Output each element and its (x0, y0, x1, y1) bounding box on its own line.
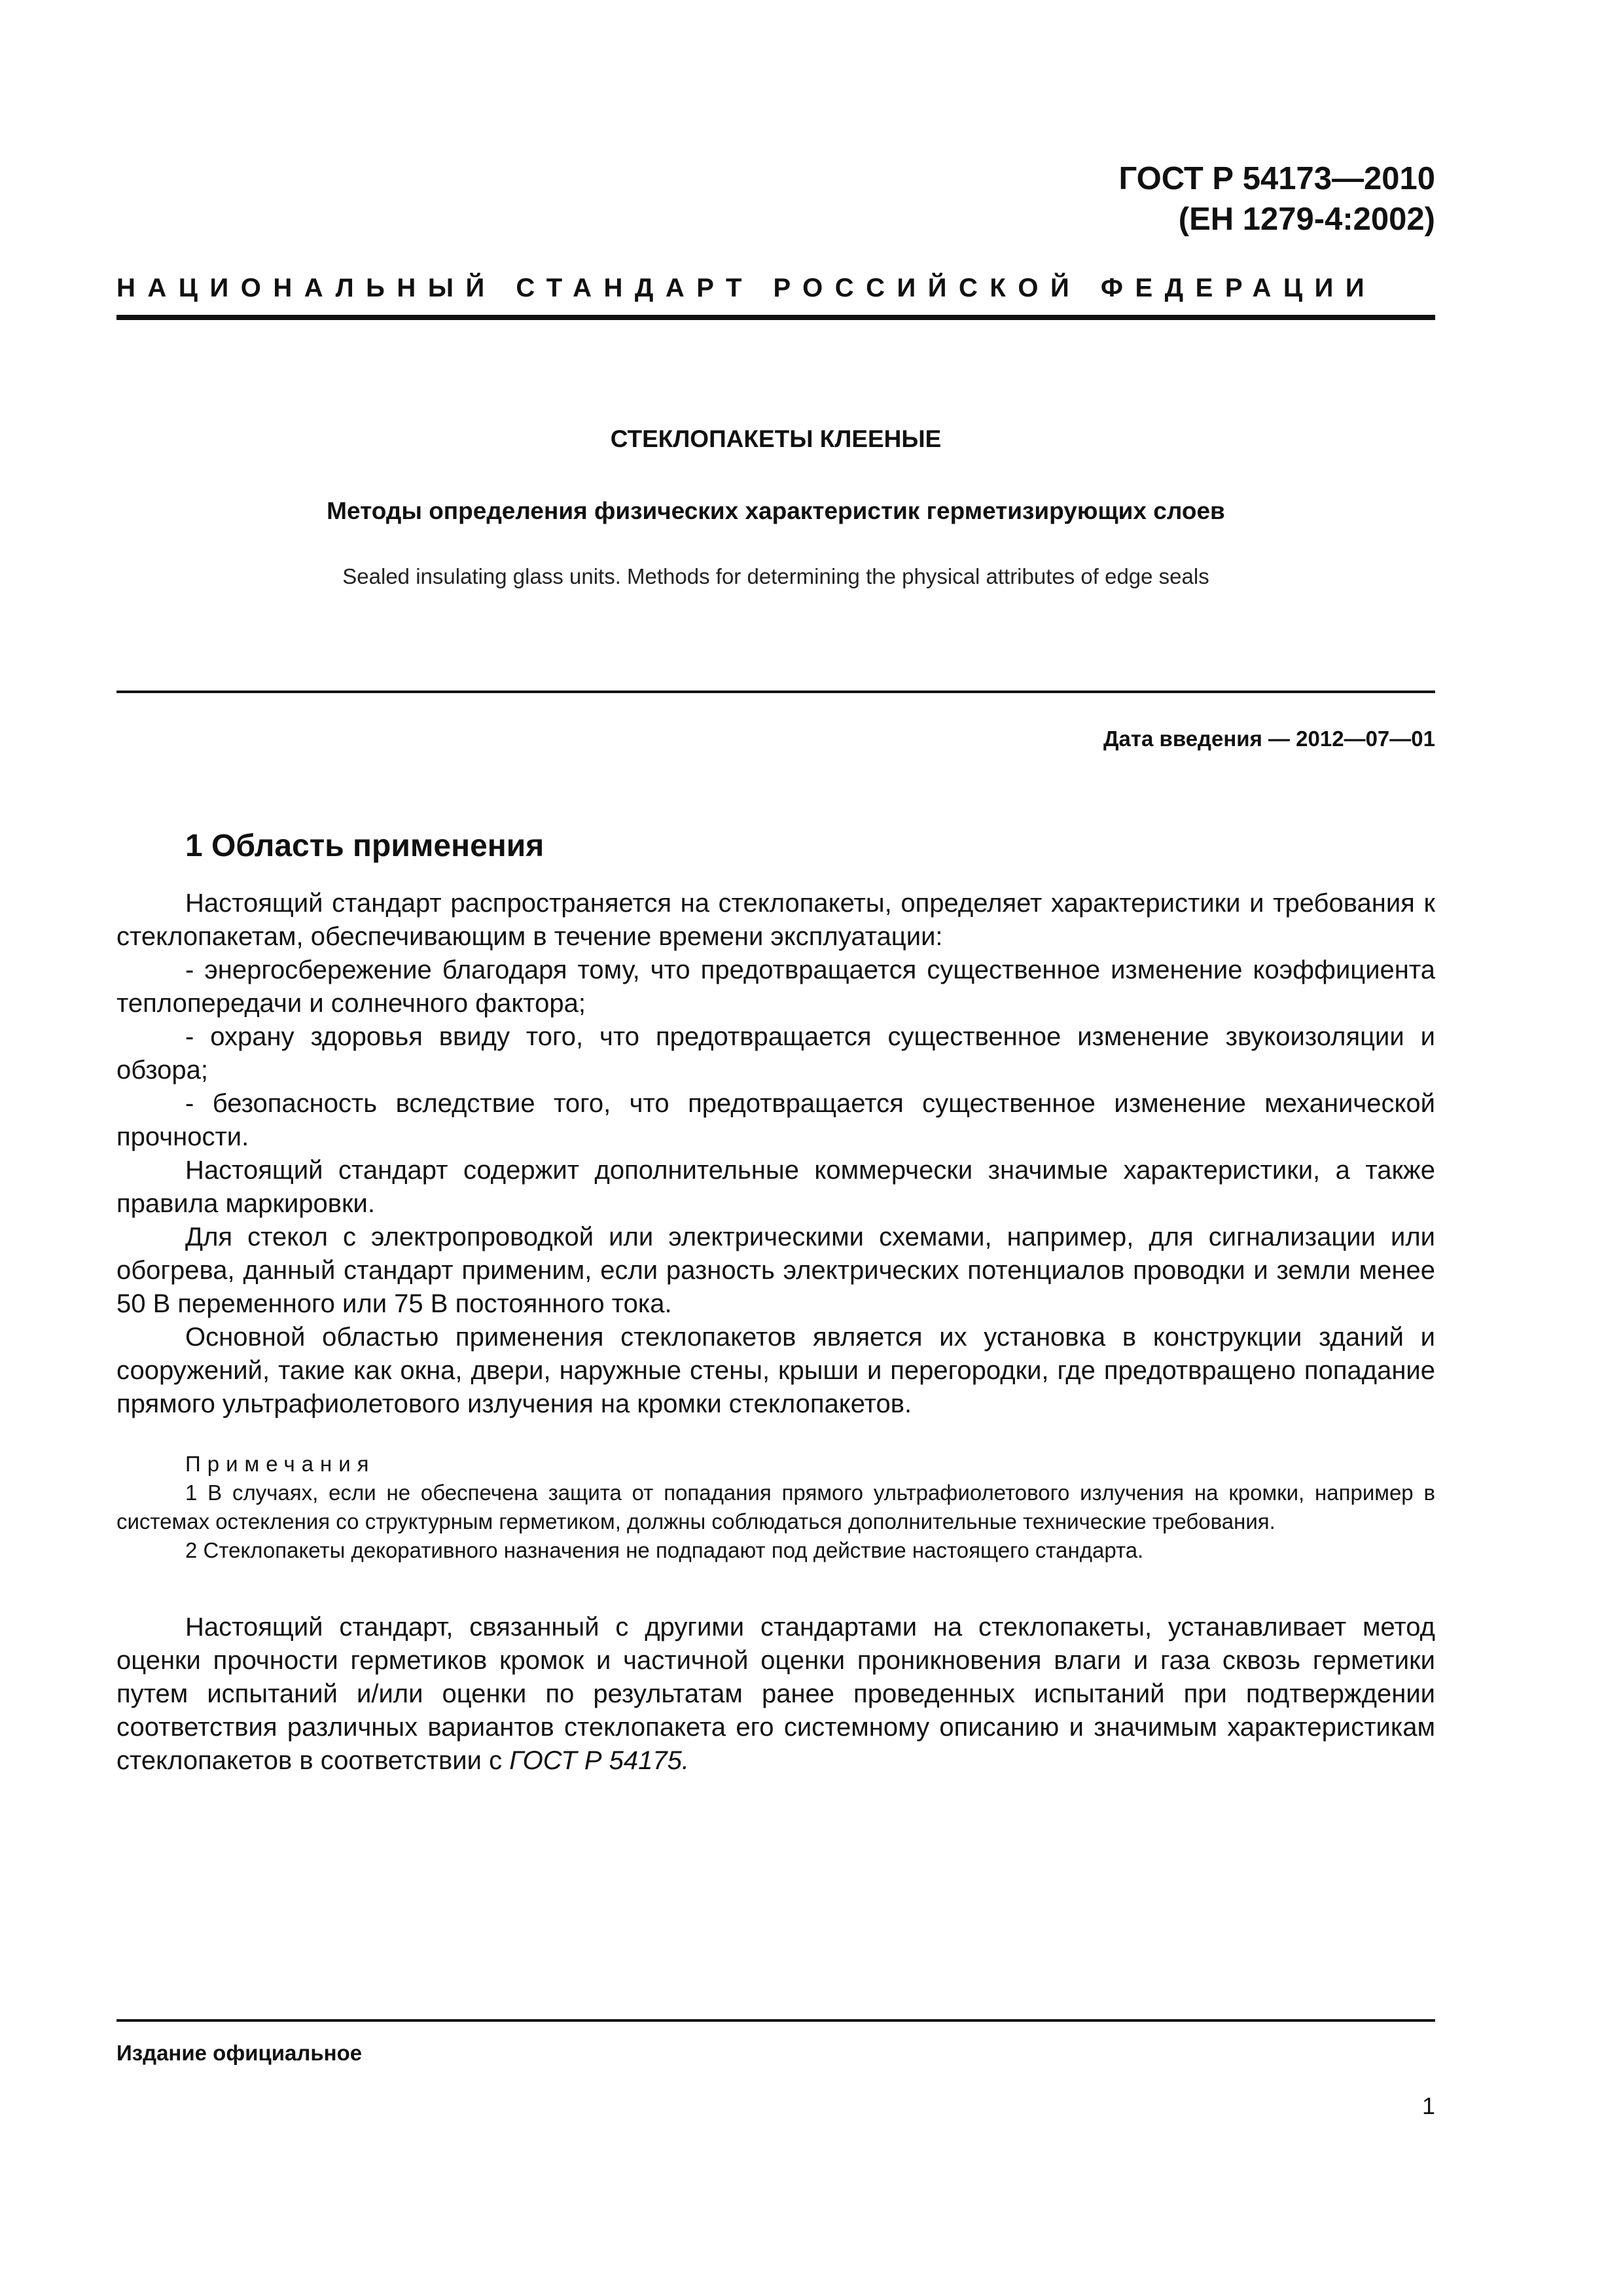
section-final (116, 1611, 1435, 1778)
list-item: - энергосбережение благодаря тому, что предотвращается существенное изменение коэффициента теплопередачи и солнечного фактора; (116, 956, 1435, 1018)
standard-number: ГОСТ Р 54173—2010 (1118, 161, 1435, 196)
paragraph: Для стекол с электропроводкой или электрическими схемами, например, для сигнализации или обогрева, данный стандарт применим, если разность электрических потенциалов проводки и земли менее 50 В переменного или 75 В постоянного тока. (116, 1223, 1435, 1318)
notes-block (116, 1450, 1435, 1565)
list-item: - безопасность вследствие того, что предотвращается существенное изменение механической прочности. (116, 1089, 1435, 1151)
final-paragraph (116, 1611, 1435, 1778)
document-subtitle: Методы определения физических характеристик герметизирующих слоев (327, 497, 1225, 524)
footer-divider (116, 2019, 1435, 2022)
notes-heading: Примечания (185, 1452, 376, 1476)
paragraph: Настоящий стандарт содержит дополнительные коммерчески значимые характеристики, а также правила маркировки. (116, 1156, 1435, 1218)
section-heading: 1 Область применения (185, 829, 544, 863)
introduction-date: Дата введения — 2012—07—01 (1103, 726, 1435, 751)
final-paragraph-text: Настоящий стандарт, связанный с другими стандартами на стеклопакеты, устанавливает метод оценки прочности герметиков кромок и частичной оценки проникновения влаги и газа сквозь герметики путем испытаний и/или оценки по результатам ранее проведенных испытаний при подтверждении соответствия различных вариантов стеклопакета его системному описанию и значимым характеристикам стеклопакетов в соответствии с (116, 1613, 1435, 1775)
title-divider (116, 691, 1435, 693)
edition-label: Издание официальное (116, 2041, 363, 2065)
header-divider (116, 315, 1435, 320)
document-english-title: Sealed insulating glass units. Methods for determining the physical attributes of edge seals (342, 564, 1209, 588)
document-title: СТЕКЛОПАКЕТЫ КЛЕЕНЫЕ (610, 425, 942, 452)
list-item: - охрану здоровья ввиду того, что предотвращается существенное изменение звукоизоляции и обзора; (116, 1022, 1435, 1085)
paragraph: Настоящий стандарт распространяется на стеклопакеты, определяет характеристики и требования к стеклопакетам, обеспечивающим в течение времени эксплуатации: (116, 889, 1435, 951)
page-number: 1 (1421, 2092, 1435, 2119)
national-standard-banner: НАЦИОНАЛЬНЫЙ СТАНДАРТ РОССИЙСКОЙ ФЕДЕРАЦИИ (116, 274, 1377, 302)
paragraph: Основной областью применения стеклопакетов является их установка в конструкции зданий и сооружений, такие как окна, двери, наружные стены, крыши и перегородки, где предотвращено попадание прямого ультрафиолетового излучения на кромки стеклопакетов. (116, 1323, 1435, 1418)
note-item: 2 Стеклопакеты декоративного назначения не подпадают под действие настоящего стандарта. (185, 1538, 1144, 1562)
standard-equivalent: (ЕН 1279-4:2002) (1178, 202, 1435, 237)
note-item: 1 В случаях, если не обеспечена защита от попадания прямого ультрафиолетового излучения на кромки, например в системах остекления со структурным герметиком, должны соблюдаться дополнительные технические требования. (116, 1480, 1435, 1534)
standard-reference: ГОСТ Р 54175. (509, 1746, 689, 1775)
standard-designation (1118, 158, 1435, 240)
section-body (116, 887, 1435, 1421)
